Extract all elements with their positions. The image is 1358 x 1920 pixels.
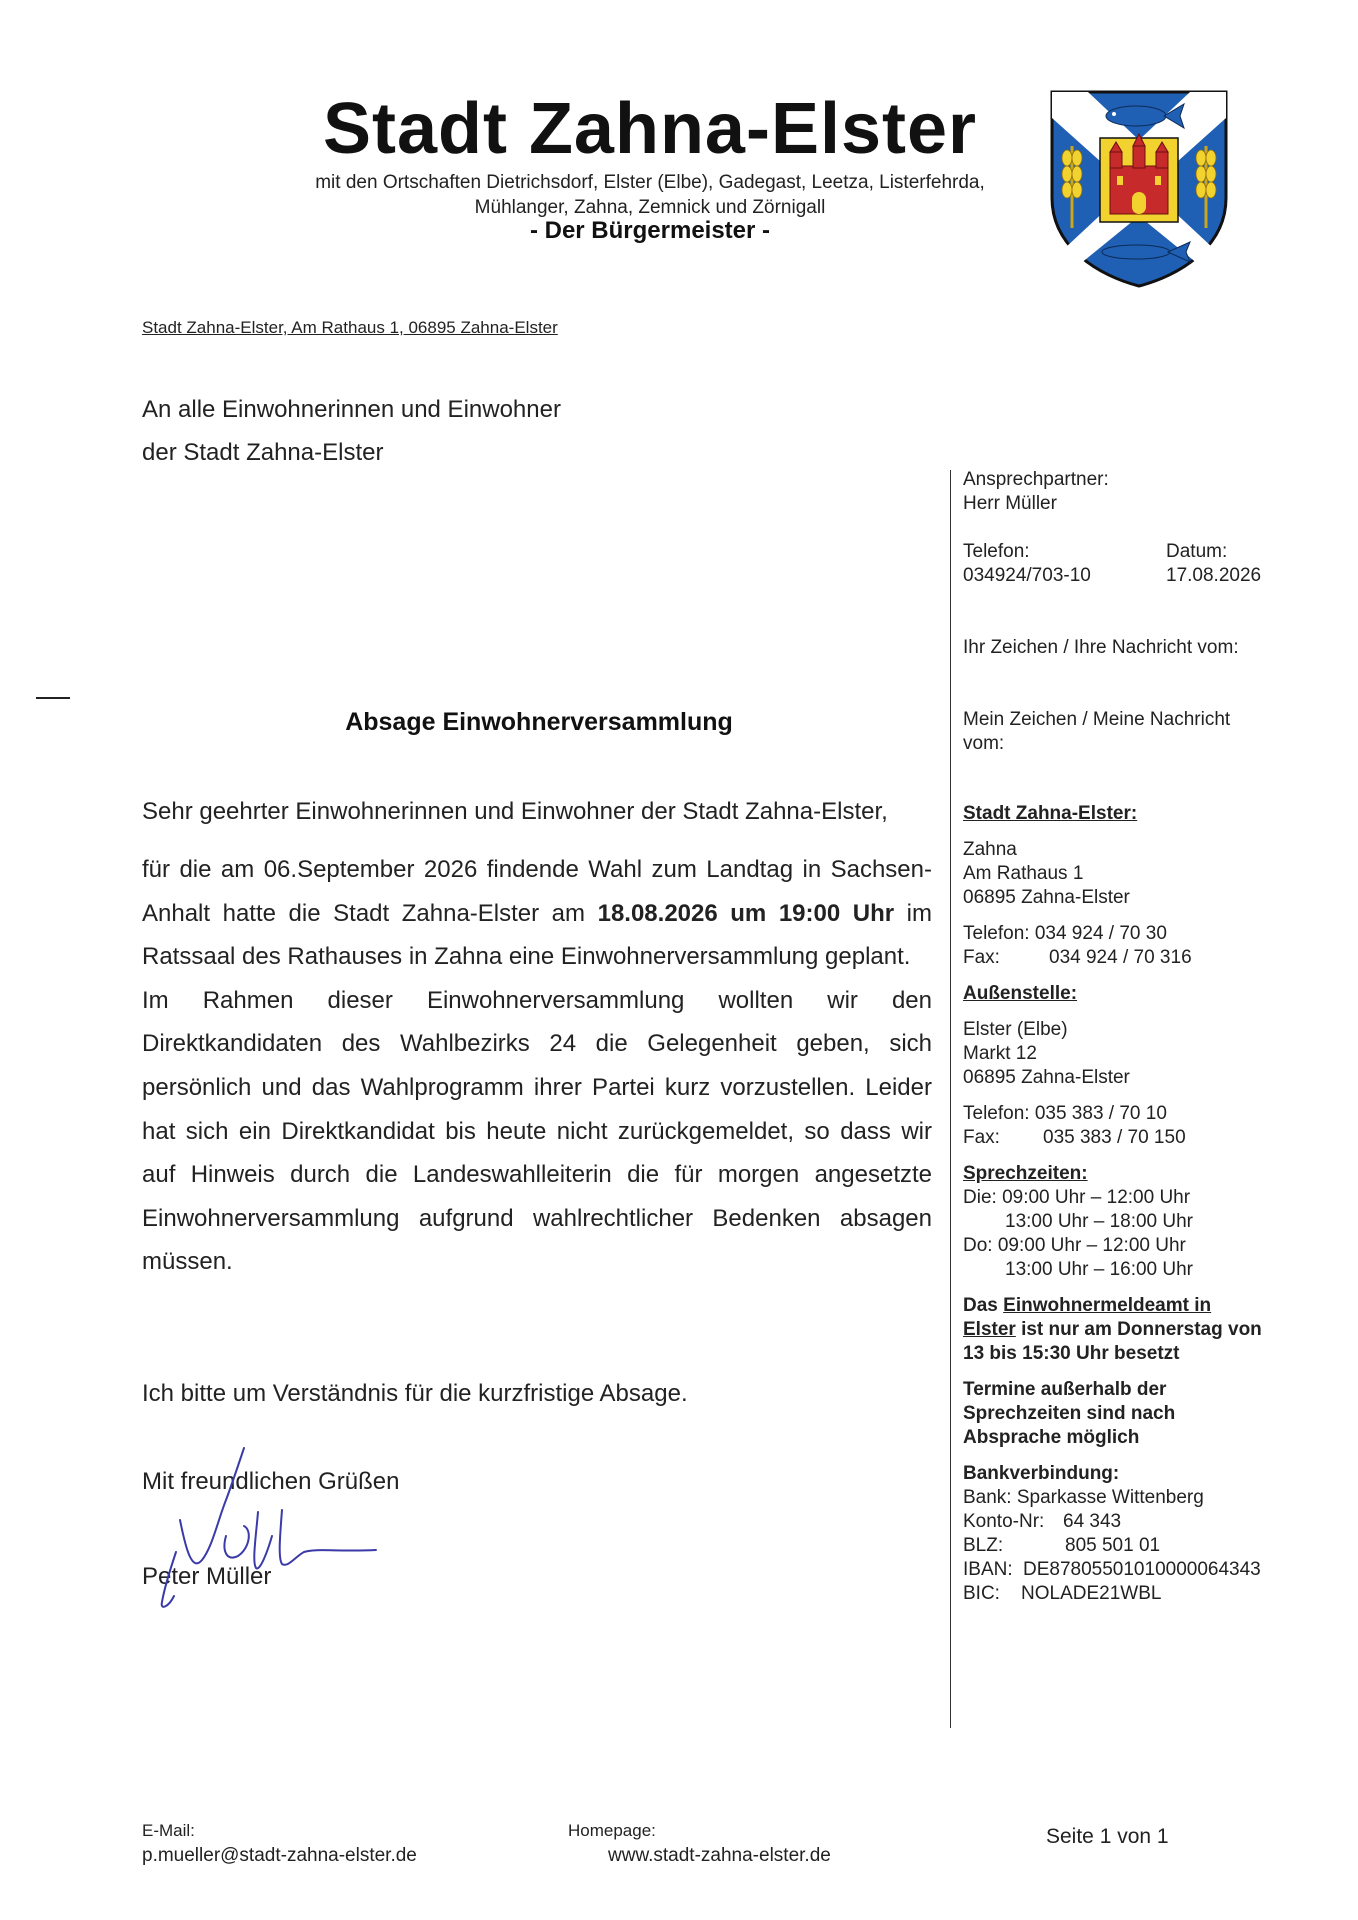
branch-fax: [963, 1126, 1262, 1150]
hours-thursday-2: 13:00 Uhr – 16:00 Uhr: [1005, 1259, 1194, 1280]
bank-bic: [963, 1582, 1262, 1606]
letter-subject: Absage Einwohnerversammlung: [345, 708, 733, 736]
appointment-line-3: Absprache möglich: [963, 1427, 1140, 1448]
appointment-line-1: Termine außerhalb der: [963, 1379, 1167, 1400]
appointment-note: [963, 1378, 1262, 1450]
your-reference: Ihr Zeichen / Ihre Nachricht vom:: [963, 637, 1239, 658]
hours-tuesday-1: Die: 09:00 Uhr – 12:00 Uhr: [963, 1187, 1191, 1208]
city-fax: [963, 946, 1262, 970]
my-reference: [963, 708, 1230, 756]
homepage-label: Homepage:: [568, 1821, 656, 1840]
date-block: [1166, 540, 1261, 588]
meeting-date-time: 18.08.2026 um 19:00 Uhr: [597, 899, 895, 927]
subtitle-line-2: Mühlanger, Zahna, Zemnick und Zörnigall: [474, 197, 826, 218]
body-paragraph-1-start: für die am 06.September 2026 findende Wahl zum Landtag in Sachsen-Anhalt hatte die Stadt Zahna-Elster am: [142, 856, 932, 927]
city-office-block: [963, 802, 1262, 1606]
page-number: Seite 1 von 1: [1046, 1825, 1169, 1848]
appointment-line-2: Sprechzeiten sind nach: [963, 1403, 1176, 1424]
bank-iban: [963, 1558, 1262, 1582]
recipient-block: [142, 388, 561, 474]
sender-address-line: Stadt Zahna-Elster, Am Rathaus 1, 06895 Zahna-Elster: [142, 318, 558, 337]
registration-office-note: [963, 1294, 1262, 1366]
branch-address-2: Markt 12: [963, 1043, 1037, 1064]
branch-fax-label: Fax:: [963, 1127, 1000, 1148]
body-paragraph-2: Im Rahmen dieser Einwohnerversammlung wollten wir den Direktkandidaten des Wahlbezirks 24 die Gelegenheit geben, sich persönlich und das Wahlprogramm ihrer Partei kurz vorzustellen. Leider hat sich ein Direktkandidat bis heute nicht zurückgemeldet, so dass wir auf Hinweis durch die Landeswahlleiterin die für morgen angesetzte Einwohnerversammlung aufgrund wahlrechtlicher Bedenken absagen müssen.: [142, 986, 932, 1276]
hours-thursday-1: Do: 09:00 Uhr – 12:00 Uhr: [963, 1235, 1186, 1256]
city-address-2: Am Rathaus 1: [963, 863, 1084, 884]
registration-hours: 13 bis 15:30 Uhr besetzt: [963, 1343, 1180, 1364]
contact-label: Ansprechpartner:: [963, 469, 1109, 490]
city-phone: Telefon: 034 924 / 70 30: [963, 923, 1167, 944]
registration-office-name: Einwohnermeldeamt in: [1003, 1295, 1212, 1316]
registration-prefix: Das: [963, 1295, 1004, 1316]
city-office-heading: Stadt Zahna-Elster:: [963, 803, 1138, 824]
email-address[interactable]: p.mueller@stadt-zahna-elster.de: [142, 1845, 417, 1866]
sidebar-divider: [950, 470, 951, 1728]
footer-homepage: [568, 1818, 831, 1868]
salutation: Sehr geehrter Einwohnerinnen und Einwohner der Stadt Zahna-Elster,: [142, 798, 888, 825]
registration-office-town: Elster: [963, 1319, 1016, 1340]
bank-heading: Bankverbindung:: [963, 1463, 1120, 1484]
bank-account-label: Konto-Nr:: [963, 1511, 1045, 1532]
recipient-line-2: der Stadt Zahna-Elster: [142, 439, 384, 466]
date-label: Datum:: [1166, 541, 1228, 562]
handwritten-signature: [140, 1440, 400, 1615]
city-coat-of-arms-icon: [1048, 88, 1230, 288]
signer-name: Peter Müller: [142, 1563, 272, 1590]
bank-bic-value: NOLADE21WBL: [1021, 1583, 1162, 1604]
office-hours-heading: Sprechzeiten:: [963, 1163, 1088, 1184]
branch-office-heading: Außenstelle:: [963, 983, 1078, 1004]
my-reference-line-2: vom:: [963, 733, 1005, 754]
branch-address-3: 06895 Zahna-Elster: [963, 1067, 1130, 1088]
city-address-3: 06895 Zahna-Elster: [963, 887, 1130, 908]
body-paragraph-3: Ich bitte um Verständnis für die kurzfristige Absage.: [142, 1380, 688, 1407]
fold-mark: [36, 697, 70, 699]
homepage-url[interactable]: www.stadt-zahna-elster.de: [608, 1845, 831, 1866]
city-address-1: Zahna: [963, 839, 1017, 860]
hours-tuesday-2: 13:00 Uhr – 18:00 Uhr: [1005, 1211, 1194, 1232]
phone-label: Telefon:: [963, 541, 1030, 562]
bank-account: [963, 1510, 1262, 1534]
subtitle-line-1: mit den Ortschaften Dietrichsdorf, Elster (Elbe), Gadegast, Leetza, Listerfehrda,: [315, 172, 985, 193]
contact-block: [963, 468, 1109, 516]
page-title: Stadt Zahna-Elster: [322, 89, 978, 169]
bank-iban-value: DE87805501010000064343: [1023, 1559, 1261, 1580]
branch-address-1: Elster (Elbe): [963, 1019, 1068, 1040]
contact-name: Herr Müller: [963, 493, 1057, 514]
footer-email: [142, 1818, 417, 1868]
my-reference-line-1: Mein Zeichen / Meine Nachricht: [963, 709, 1231, 730]
phone-value: 034924/703-10: [963, 565, 1091, 586]
bank-blz-value: 805 501 01: [1065, 1535, 1161, 1556]
registration-days: ist nur am Donnerstag von: [1015, 1319, 1262, 1340]
body-paragraph-1-end: im Ratssaal des Rathauses in Zahna eine Einwohnerversammlung geplant.: [142, 899, 932, 971]
bank-blz: [963, 1534, 1262, 1558]
bank-blz-label: BLZ:: [963, 1535, 1004, 1556]
bank-name: Bank: Sparkasse Wittenberg: [963, 1487, 1204, 1508]
city-fax-value: 034 924 / 70 316: [1049, 947, 1192, 968]
branch-phone: Telefon: 035 383 / 70 10: [963, 1103, 1167, 1124]
localities-subtitle: [280, 170, 1020, 220]
email-label: E-Mail:: [142, 1821, 195, 1840]
branch-fax-value: 035 383 / 70 150: [1043, 1127, 1186, 1148]
city-fax-label: Fax:: [963, 947, 1000, 968]
closing: Mit freundlichen Grüßen: [142, 1468, 400, 1495]
bank-bic-label: BIC:: [963, 1583, 1000, 1604]
office-title: - Der Bürgermeister -: [529, 217, 771, 244]
date-value: 17.08.2026: [1166, 565, 1262, 586]
bank-iban-label: IBAN:: [963, 1559, 1013, 1580]
bank-account-value: 64 343: [1063, 1511, 1122, 1532]
phone-block: [963, 540, 1091, 588]
recipient-line-1: An alle Einwohnerinnen und Einwohner: [142, 396, 561, 423]
letter-body: [142, 848, 932, 1284]
body-paragraph-1: [142, 848, 932, 979]
